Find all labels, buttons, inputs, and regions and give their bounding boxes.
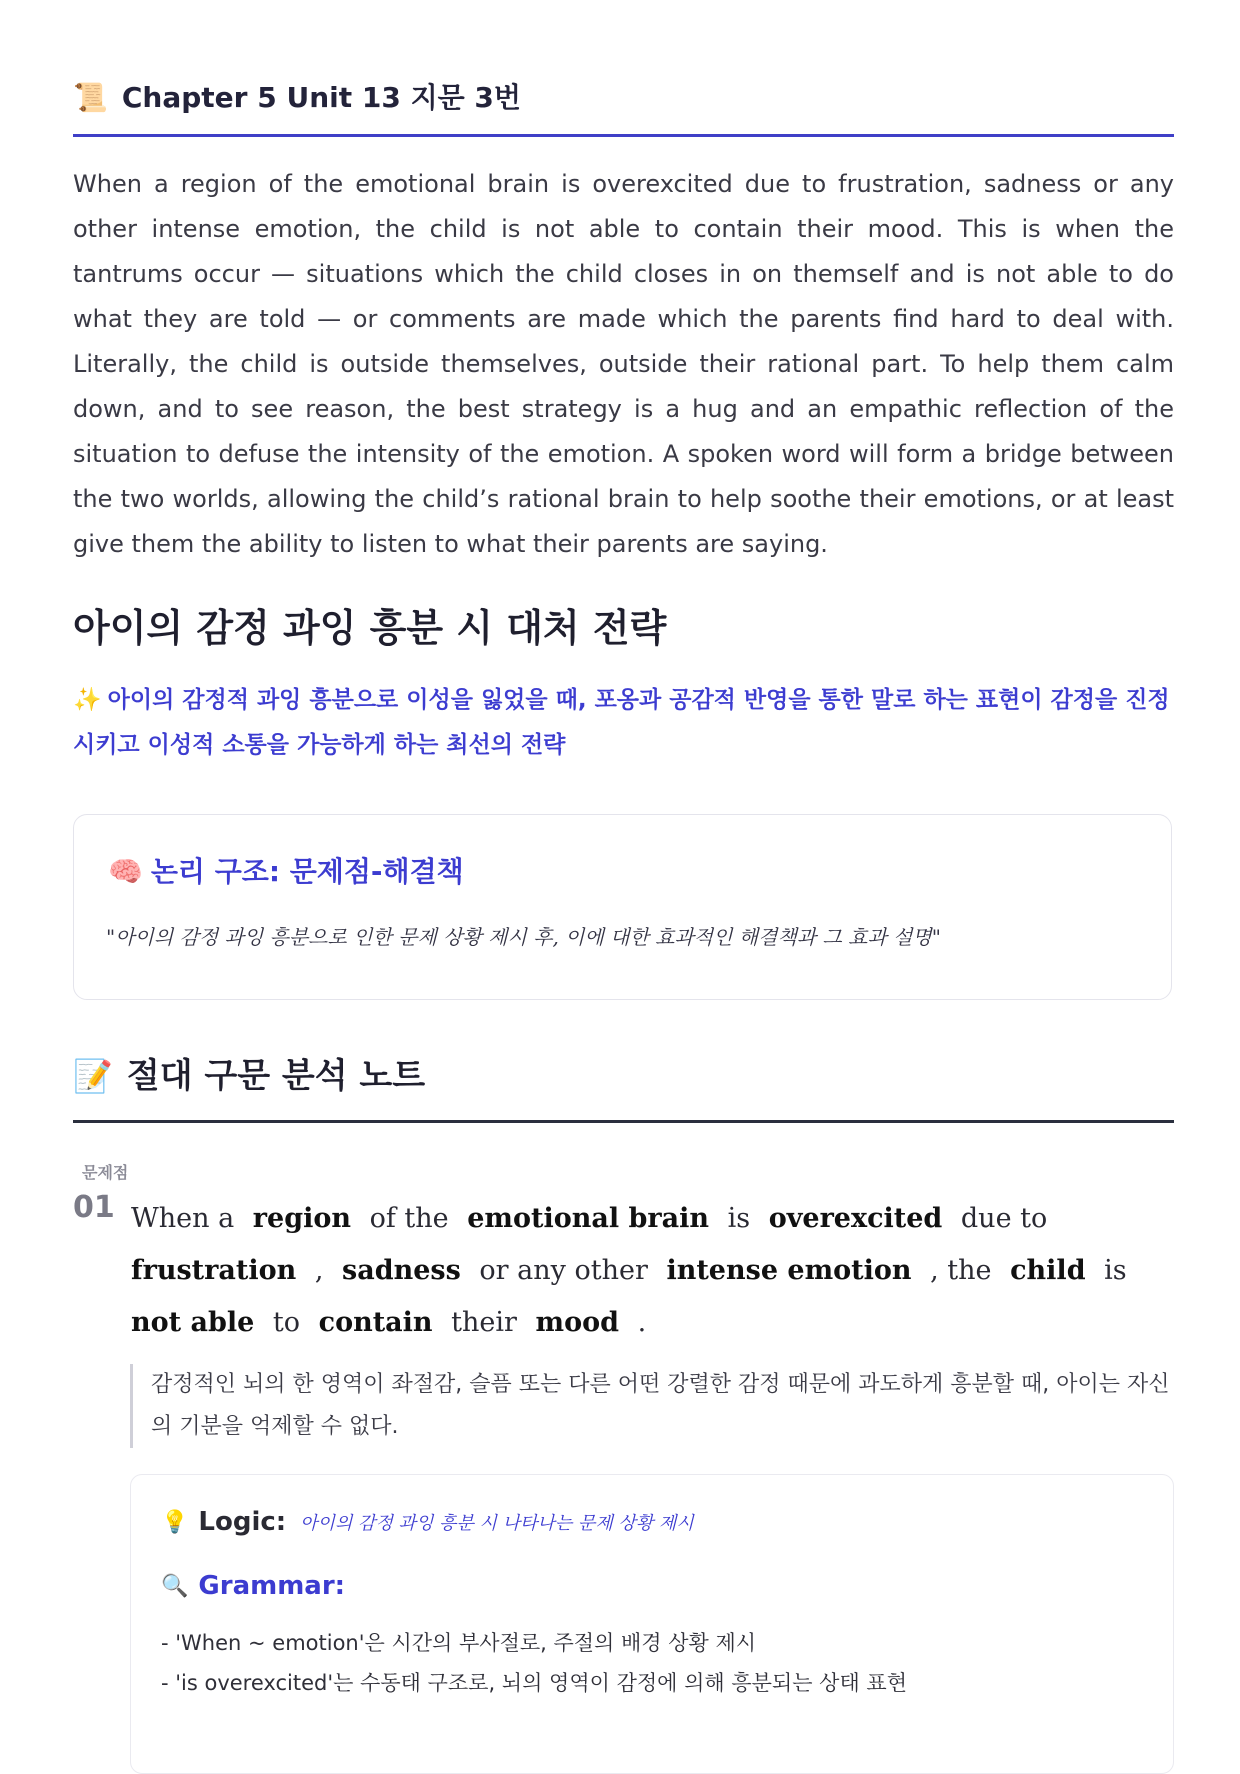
sparkles-icon: ✨ [73,687,102,713]
topic-title: 아이의 감정 과잉 흥분 시 대처 전략 [73,606,667,650]
sentence-word: is [727,1203,751,1234]
note-sentence [126,1193,1176,1349]
keyword: child [1010,1255,1086,1286]
grammar-item: - 'When ~ emotion'은 시간의 부사절로, 주절의 배경 상황 제시 [161,1631,757,1655]
summary-text: 아이의 감정적 과잉 흥분으로 이성을 잃었을 때, 포옹과 공감적 반영을 통한 말로 하는 표현이 감정을 진정시키고 이성적 소통을 가능하게 하는 최선의 전략 [73,687,1170,758]
keyword: not able [131,1307,255,1338]
keyword: frustration [131,1255,297,1286]
note-tag: 문제점 [82,1163,129,1182]
sentence-word: or any other [479,1255,648,1286]
grammar-item: - 'is overexcited'는 수동태 구조로, 뇌의 영역이 감정에 의해 흥분되는 상태 표현 [161,1671,907,1695]
keyword: sadness [342,1255,461,1286]
sentence-word: When a [131,1203,235,1234]
logic-label: Logic: [198,1507,287,1537]
grammar-row [161,1571,345,1601]
note-number: 01 [73,1190,115,1225]
analysis-card [130,1474,1174,1774]
logic-structure-label: 논리 구조: 문제점-해결책 [150,855,464,888]
logic-row [161,1507,694,1537]
grammar-label: Grammar: [198,1571,346,1601]
logic-value: 아이의 감정 과잉 흥분 시 나타나는 문제 상황 제시 [300,1513,694,1534]
brain-icon: 🧠 [108,855,143,888]
keyword: overexcited [768,1203,943,1234]
magnifier-icon: 🔍 [161,1573,189,1599]
sentence-word: to [272,1307,301,1338]
logic-structure-title [108,851,464,893]
passage-text: When a region of the emotional brain is overexcited due to frustration, sadness or any other intense emotion, the child is not able to contain their mood. This is when the tantrums occur — situations which the child closes in on themself and is not able to do what they are told — or comments are made which the parents find hard to deal with. Literally, the child is outside themselves, outside their rational part. To help them calm down, and to see reason, the best strategy is a hug and an empathic reflection of the situation to defuse the intensity of the emotion. A spoken word will form a bridge between the two worlds, allowing the child’s rational brain to help soothe their emotions, or at least give them the ability to listen to what their parents are saying. [73,170,1174,558]
chapter-header [73,76,1174,137]
notes-header [73,1048,1174,1123]
scroll-icon: 📜 [73,81,108,114]
keyword: contain [318,1307,433,1338]
logic-structure-card [73,814,1172,1000]
sentence-word: is [1104,1255,1127,1286]
lightbulb-icon: 💡 [161,1509,189,1535]
sentence-word: . [637,1307,647,1338]
notes-title: 절대 구문 분석 노트 [126,1056,426,1096]
sentence-word: , the [930,1255,992,1286]
sentence-word: their [451,1307,517,1338]
sentence-word: due to [960,1203,1048,1234]
keyword: mood [535,1307,619,1338]
chapter-title: Chapter 5 Unit 13 지문 3번 [121,81,521,114]
note-translation: 감정적인 뇌의 한 영역이 좌절감, 슬픔 또는 다른 어떤 강렬한 감정 때문에 과도하게 흥분할 때, 아이는 자신의 기분을 억제할 수 없다. [130,1364,1181,1448]
topic-summary [73,678,1174,768]
keyword: emotional brain [467,1203,709,1234]
keyword: intense emotion [666,1255,912,1286]
sentence-word: , [314,1255,324,1286]
memo-icon: 📝 [73,1057,113,1095]
logic-structure-quote: "아이의 감정 과잉 흥분으로 인한 문제 상황 제시 후, 이에 대한 효과적인 해결책과 그 효과 설명" [106,925,941,949]
keyword: region [252,1203,351,1234]
sentence-word: of the [369,1203,449,1234]
grammar-list [161,1623,907,1703]
